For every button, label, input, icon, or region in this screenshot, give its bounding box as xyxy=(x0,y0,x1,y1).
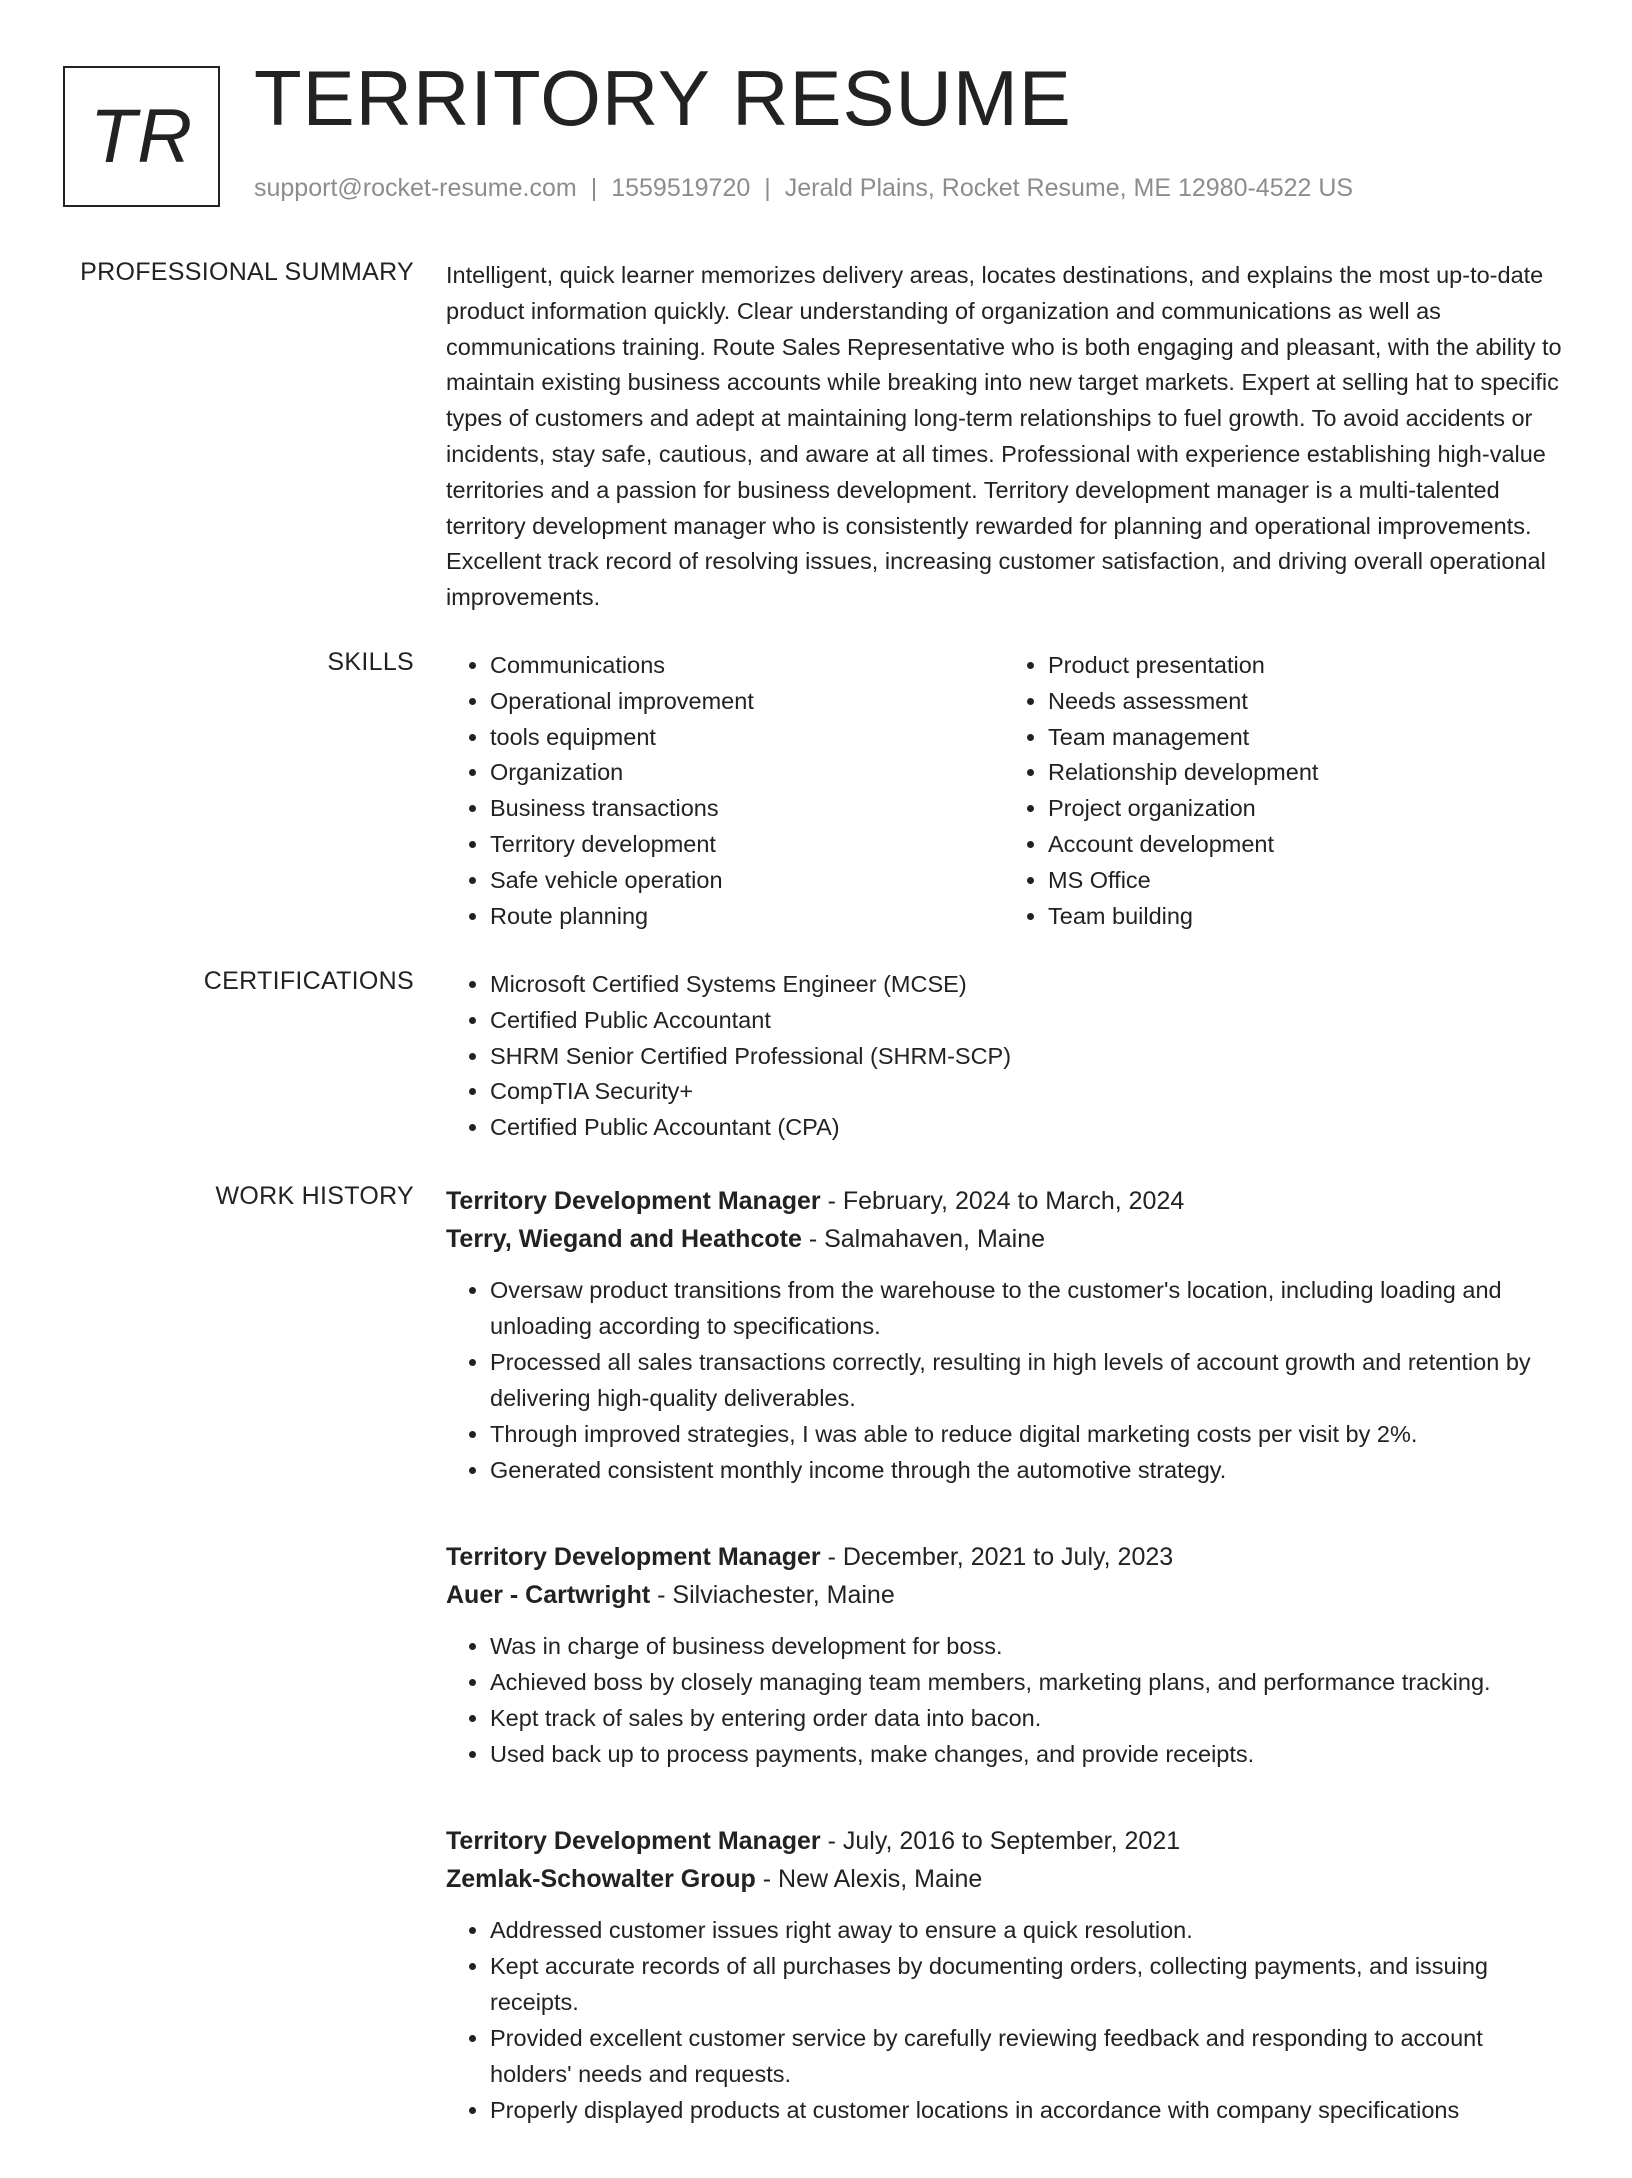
skill-item: • Relationship development xyxy=(1048,755,1562,791)
skill-item: • Project organization xyxy=(1048,791,1562,827)
contact-phone: 1559519720 xyxy=(611,174,751,202)
certifications-heading: CERTIFICATIONS xyxy=(203,967,414,995)
certification-item: • CompTIA Security+ xyxy=(490,1074,1562,1110)
summary-body xyxy=(446,258,1562,616)
contact-separator: | xyxy=(590,174,598,202)
job-location: - New Alexis, Maine xyxy=(762,1865,983,1893)
job-bullet: • Achieved boss by closely managing team members, marketing plans, and performance tracking. xyxy=(490,1664,1562,1700)
skills-list-left xyxy=(446,648,1004,934)
skill-item: • Business transactions xyxy=(490,791,1004,827)
job-company: Auer - Cartwright xyxy=(446,1581,651,1609)
job-bullet: • Was in charge of business development for boss. xyxy=(490,1628,1562,1664)
job-company-line xyxy=(446,1576,1562,1614)
job-bullets xyxy=(446,1272,1562,1488)
job-entry xyxy=(446,1538,1562,1772)
resume-title: TERRITORY RESUME xyxy=(254,54,1072,142)
job-dates: - February, 2024 to March, 2024 xyxy=(827,1187,1185,1215)
skill-item: • tools equipment xyxy=(490,720,1004,756)
job-company-line xyxy=(446,1860,1562,1898)
job-company: Terry, Wiegand and Heathcote xyxy=(446,1225,802,1253)
skills-body xyxy=(446,648,1562,934)
skill-item: • Needs assessment xyxy=(1048,684,1562,720)
job-dates: - July, 2016 to September, 2021 xyxy=(827,1827,1181,1855)
contact-address: Jerald Plains, Rocket Resume, ME 12980-4522 US xyxy=(784,174,1354,202)
certifications-body xyxy=(446,967,1562,1146)
job-bullets xyxy=(446,1628,1562,1772)
skill-item: • Team management xyxy=(1048,720,1562,756)
job-entry xyxy=(446,1182,1562,1488)
monogram-logo: TR xyxy=(63,66,220,207)
job-bullet: • Kept accurate records of all purchases by documenting orders, collecting payments, and issuing receipts. xyxy=(490,1948,1562,2020)
job-title: Territory Development Manager xyxy=(446,1827,821,1855)
job-bullet: • Generated consistent monthly income through the automotive strategy. xyxy=(490,1452,1562,1488)
skill-item: • Product presentation xyxy=(1048,648,1562,684)
job-bullet: • Through improved strategies, I was able to reduce digital marketing costs per visit by 2%. xyxy=(490,1416,1562,1452)
job-title-line xyxy=(446,1182,1562,1220)
job-title-line xyxy=(446,1822,1562,1860)
skill-item: • MS Office xyxy=(1048,863,1562,899)
skills-grid xyxy=(446,648,1562,934)
job-location: - Salmahaven, Maine xyxy=(808,1225,1046,1253)
skill-item: • Territory development xyxy=(490,827,1004,863)
job-bullet: • Addressed customer issues right away to ensure a quick resolution. xyxy=(490,1912,1562,1948)
job-title: Territory Development Manager xyxy=(446,1187,821,1215)
job-bullet: • Oversaw product transitions from the warehouse to the customer's location, including loading and unloading according to specifications. xyxy=(490,1272,1562,1344)
job-company-line xyxy=(446,1220,1562,1258)
job-bullet: • Provided excellent customer service by carefully reviewing feedback and responding to account holders' needs and requests. xyxy=(490,2020,1562,2092)
job-bullet: • Processed all sales transactions correctly, resulting in high levels of account growth and retention by delivering high-quality deliverables. xyxy=(490,1344,1562,1416)
job-entry xyxy=(446,1822,1562,2128)
skill-item: • Communications xyxy=(490,648,1004,684)
job-bullet: • Properly displayed products at customer locations in accordance with company specifications xyxy=(490,2092,1562,2128)
certification-item: • Certified Public Accountant xyxy=(490,1003,1562,1039)
skill-item: • Route planning xyxy=(490,899,1004,935)
skill-item: • Team building xyxy=(1048,899,1562,935)
contact-separator: | xyxy=(764,174,771,202)
skill-item: • Account development xyxy=(1048,827,1562,863)
skills-heading: SKILLS xyxy=(327,648,414,676)
job-location: - Silviachester, Maine xyxy=(657,1581,895,1609)
certification-item: • SHRM Senior Certified Professional (SHRM-SCP) xyxy=(490,1039,1562,1075)
certifications-list xyxy=(446,967,1562,1146)
job-dates: - December, 2021 to July, 2023 xyxy=(827,1543,1174,1571)
certification-item: • Certified Public Accountant (CPA) xyxy=(490,1110,1562,1146)
job-title-line xyxy=(446,1538,1562,1576)
skill-item: • Organization xyxy=(490,755,1004,791)
summary-text: Intelligent, quick learner memorizes delivery areas, locates destinations, and explains the most up-to-date product information quickly. Clear understanding of organization and communications as well as communications training. Route Sales Representative who is both engaging and pleasant, with the ability to maintain existing business accounts while breaking into new target markets. Expert at selling hat to specific types of customers and adept at maintaining long-term relationships to fuel growth. To avoid accidents or incidents, stay safe, cautious, and aware at all times. Professional with experience establishing high-value territories and a passion for business development. Territory development manager is a multi-talented territory development manager who is consistently rewarded for planning and operational improvements. Excellent track record of resolving issues, increasing customer satisfaction, and driving overall operational improvements. xyxy=(446,262,1562,611)
skills-list-right xyxy=(1004,648,1562,934)
certification-item: • Microsoft Certified Systems Engineer (MCSE) xyxy=(490,967,1562,1003)
contact-line xyxy=(254,174,1353,203)
work-history-body xyxy=(446,1182,1562,2178)
job-company: Zemlak-Schowalter Group xyxy=(446,1865,756,1893)
contact-email: support@rocket-resume.com xyxy=(254,174,577,202)
summary-heading: PROFESSIONAL SUMMARY xyxy=(80,258,414,286)
job-bullet: • Kept track of sales by entering order data into bacon. xyxy=(490,1700,1562,1736)
skill-item: • Operational improvement xyxy=(490,684,1004,720)
work-history-heading: WORK HISTORY xyxy=(215,1182,414,1210)
job-bullet: • Used back up to process payments, make changes, and provide receipts. xyxy=(490,1736,1562,1772)
job-bullets xyxy=(446,1912,1562,2128)
skill-item: • Safe vehicle operation xyxy=(490,863,1004,899)
job-title: Territory Development Manager xyxy=(446,1543,821,1571)
